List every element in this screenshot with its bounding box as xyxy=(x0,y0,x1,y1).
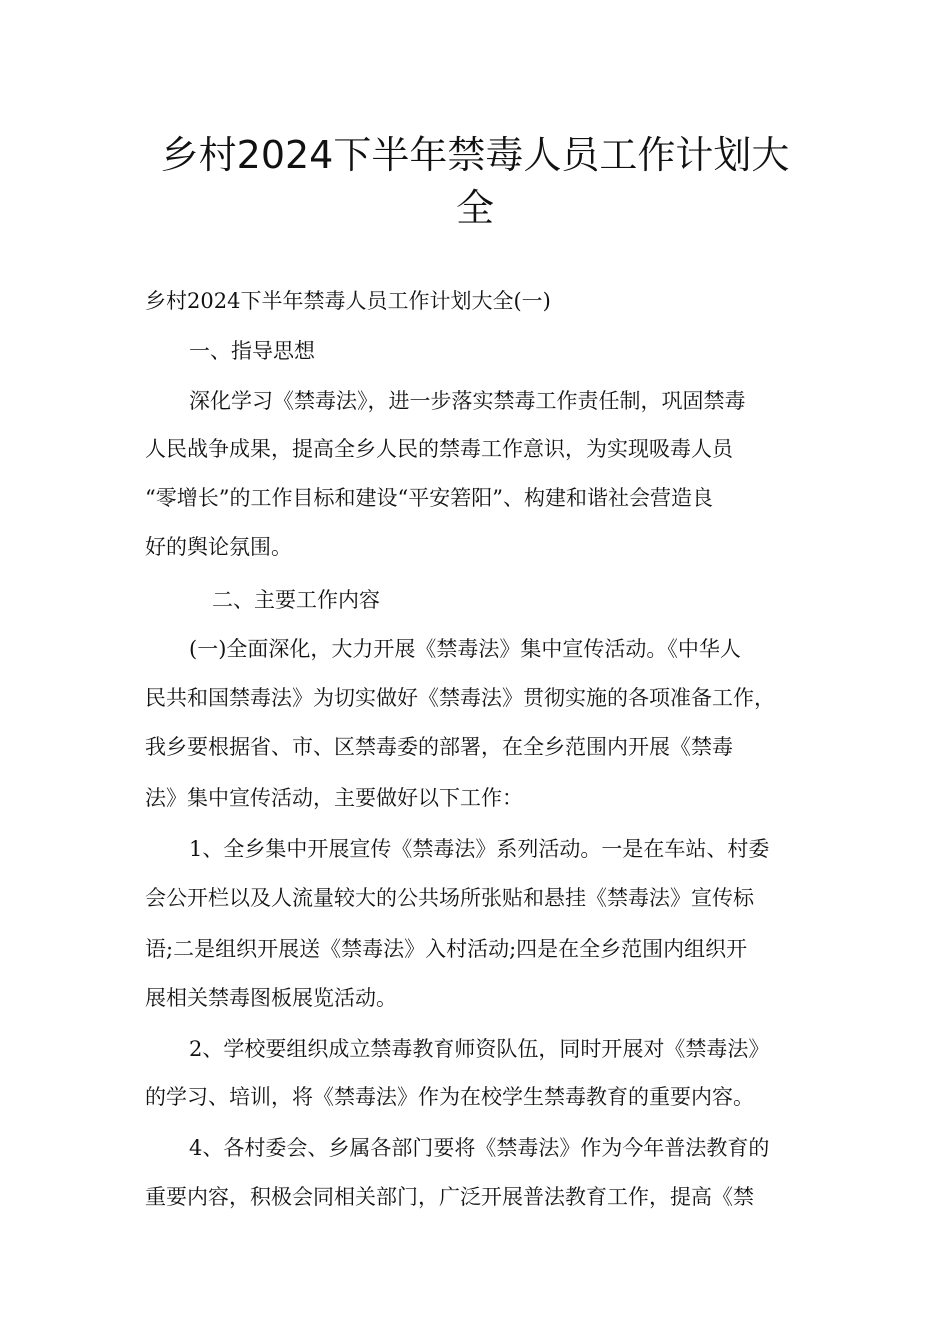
paragraph-line: 好的舆论氛围。 xyxy=(145,535,292,559)
paragraph-line: 法》集中宣传活动，主要做好以下工作： xyxy=(145,786,523,810)
paragraph-line: 语;二是组织开展送《禁毒法》入村活动;四是在全乡范围内组织开 xyxy=(145,937,748,961)
paragraph-line: 的学习、培训，将《禁毒法》作为在校学生禁毒教育的重要内容。 xyxy=(145,1085,754,1109)
paragraph-line: 2、学校要组织成立禁毒教育师资队伍，同时开展对《禁毒法》 xyxy=(189,1037,770,1061)
paragraph-line: 重要内容，积极会同相关部门，广泛开展普法教育工作，提高《禁 xyxy=(145,1185,754,1209)
paragraph-line: 我乡要根据省、市、区禁毒委的部署，在全乡范围内开展《禁毒 xyxy=(145,735,733,759)
subheading-main-work: 二、主要工作内容 xyxy=(212,588,380,612)
paragraph-line: 展相关禁毒图板展览活动。 xyxy=(145,986,397,1010)
paragraph-line: 人民战争成果，提高全乡人民的禁毒工作意识，为实现吸毒人员 xyxy=(145,437,733,461)
document-title-line-1: 乡村2024下半年禁毒人员工作计划大 xyxy=(160,133,790,177)
paragraph-line: 民共和国禁毒法》为切实做好《禁毒法》贯彻实施的各项准备工作， xyxy=(145,686,775,710)
subheading-guiding-ideology: 一、指导思想 xyxy=(189,339,315,363)
paragraph-line: 会公开栏以及人流量较大的公共场所张贴和悬挂《禁毒法》宣传标 xyxy=(145,886,754,910)
paragraph-line: “零增长”的工作目标和建设“平安箬阳”、构建和谐社会营造良 xyxy=(145,486,713,510)
paragraph-line: (一)全面深化，大力开展《禁毒法》集中宣传活动。《中华人 xyxy=(189,637,741,661)
section-heading: 乡村2024下半年禁毒人员工作计划大全(一) xyxy=(145,289,551,313)
paragraph-line: 1、全乡集中开展宣传《禁毒法》系列活动。一是在车站、村委 xyxy=(189,837,770,861)
document-title-line-2: 全 xyxy=(455,186,494,230)
paragraph-line: 深化学习《禁毒法》，进一步落实禁毒工作责任制，巩固禁毒 xyxy=(189,389,746,413)
paragraph-line: 4、各村委会、乡属各部门要将《禁毒法》作为今年普法教育的 xyxy=(189,1136,770,1160)
